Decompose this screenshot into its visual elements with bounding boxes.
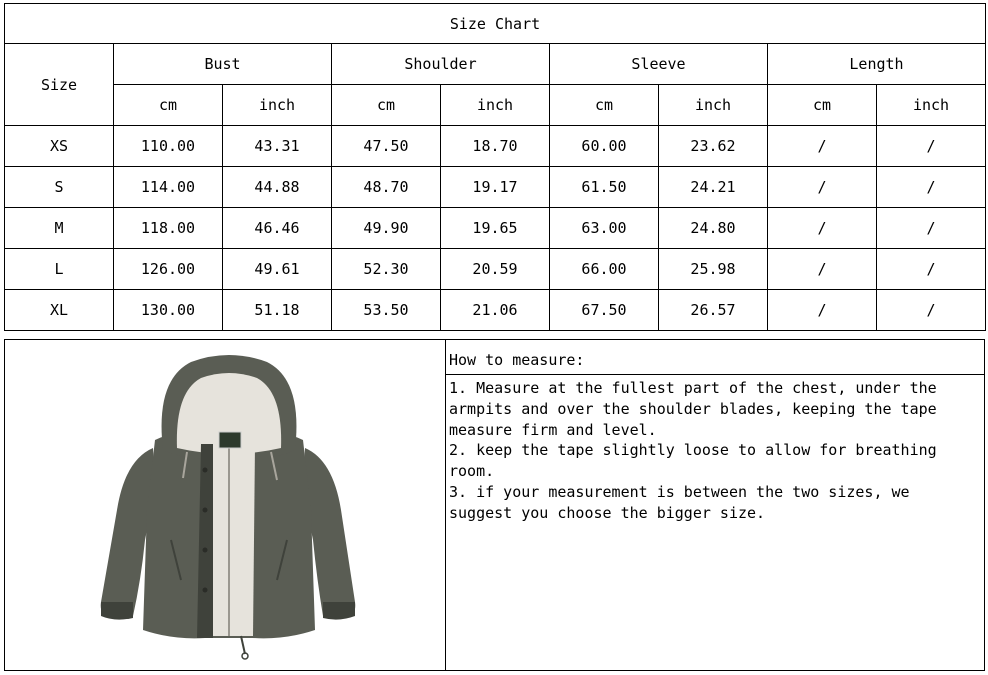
table-row [5, 290, 986, 331]
table-cell: 60.00 [550, 126, 659, 167]
table-cell: 24.21 [659, 167, 768, 208]
measure-step: 1. Measure at the fullest part of the chest, under the armpits and over the shoulder blades, keeping the tape measure firm and level. [449, 379, 937, 439]
measure-section [4, 339, 985, 671]
table-cell: 46.46 [223, 208, 332, 249]
table-row [5, 249, 986, 290]
measure-instructions [446, 340, 984, 670]
table-cell: 53.50 [332, 290, 441, 331]
table-cell: 21.06 [441, 290, 550, 331]
table-cell: / [768, 167, 877, 208]
table-cell: 48.70 [332, 167, 441, 208]
table-cell: 130.00 [114, 290, 223, 331]
table-cell: / [768, 126, 877, 167]
table-cell: 18.70 [441, 126, 550, 167]
unit-header: inch [441, 85, 550, 126]
unit-header: cm [114, 85, 223, 126]
table-cell: 20.59 [441, 249, 550, 290]
unit-header-row [5, 85, 986, 126]
table-row [5, 167, 986, 208]
unit-header: inch [223, 85, 332, 126]
table-cell: / [877, 167, 986, 208]
size-label: XS [5, 126, 114, 167]
measure-title: How to measure: [446, 340, 984, 375]
table-cell: 110.00 [114, 126, 223, 167]
table-cell: / [877, 126, 986, 167]
size-chart-table [4, 3, 986, 331]
table-cell: 24.80 [659, 208, 768, 249]
table-cell: 26.57 [659, 290, 768, 331]
unit-header: inch [877, 85, 986, 126]
unit-header: cm [332, 85, 441, 126]
table-cell: 25.98 [659, 249, 768, 290]
size-column-header: Size [5, 44, 114, 126]
table-cell: / [768, 249, 877, 290]
size-label: L [5, 249, 114, 290]
table-title-row [5, 4, 986, 44]
table-cell: / [877, 290, 986, 331]
unit-header: cm [768, 85, 877, 126]
table-cell: 19.65 [441, 208, 550, 249]
size-label: XL [5, 290, 114, 331]
unit-header: cm [550, 85, 659, 126]
table-cell: 49.61 [223, 249, 332, 290]
group-header-shoulder: Shoulder [332, 44, 550, 85]
table-cell: 66.00 [550, 249, 659, 290]
table-row [5, 208, 986, 249]
table-row [5, 126, 986, 167]
table-cell: 118.00 [114, 208, 223, 249]
table-cell: 49.90 [332, 208, 441, 249]
unit-header: inch [659, 85, 768, 126]
group-header-sleeve: Sleeve [550, 44, 768, 85]
jacket-illustration [101, 355, 356, 659]
table-cell: 51.18 [223, 290, 332, 331]
measure-step: 2. keep the tape slightly loose to allow for breathing room. [449, 441, 937, 481]
table-cell: 19.17 [441, 167, 550, 208]
group-header-bust: Bust [114, 44, 332, 85]
table-cell: / [768, 208, 877, 249]
size-label: M [5, 208, 114, 249]
measure-steps [449, 378, 978, 524]
table-cell: 44.88 [223, 167, 332, 208]
measure-step: 3. if your measurement is between the two sizes, we suggest you choose the bigger size. [449, 482, 910, 522]
table-cell: 52.30 [332, 249, 441, 290]
table-cell: / [768, 290, 877, 331]
table-cell: 47.50 [332, 126, 441, 167]
group-header-row [5, 44, 986, 85]
table-title: Size Chart [5, 4, 986, 44]
product-image-panel [5, 340, 446, 670]
table-cell: 23.62 [659, 126, 768, 167]
group-header-length: Length [768, 44, 986, 85]
table-cell: 126.00 [114, 249, 223, 290]
size-label: S [5, 167, 114, 208]
table-cell: 43.31 [223, 126, 332, 167]
hooded-jacket-icon [5, 340, 445, 670]
table-cell: / [877, 249, 986, 290]
table-cell: 67.50 [550, 290, 659, 331]
table-cell: 61.50 [550, 167, 659, 208]
table-cell: 63.00 [550, 208, 659, 249]
table-cell: / [877, 208, 986, 249]
size-rows [5, 126, 986, 331]
table-cell: 114.00 [114, 167, 223, 208]
